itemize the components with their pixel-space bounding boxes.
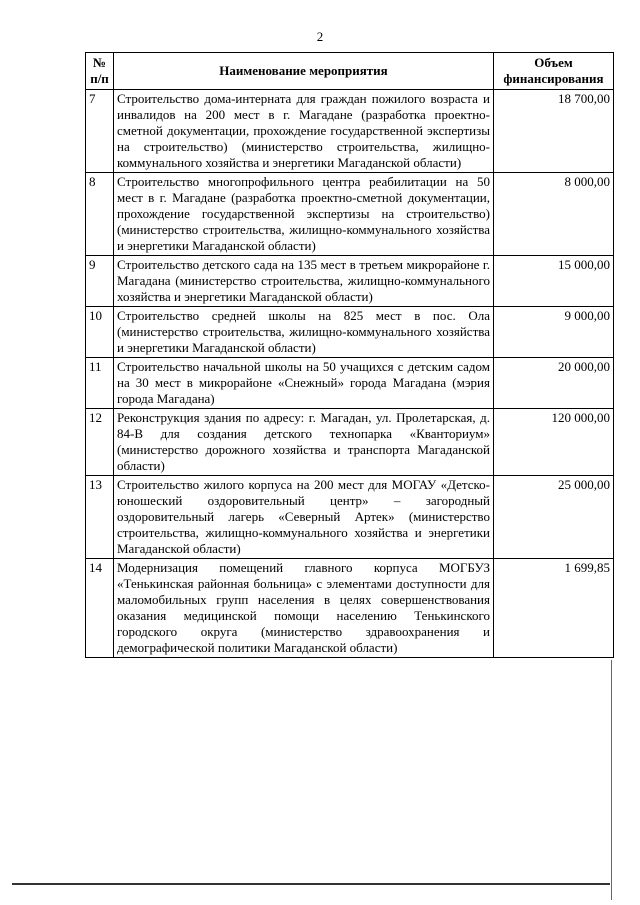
header-number-line-1: № <box>92 55 107 70</box>
table-header-row <box>86 53 614 90</box>
row-number: 12 <box>86 409 114 476</box>
scan-margin-line <box>611 660 612 900</box>
row-funding: 25 000,00 <box>494 476 614 559</box>
table-row <box>86 307 614 358</box>
row-name: Строительство средней школы на 825 мест в пос. Ола (министерство строительства, жилищно-коммунального хозяйства и энергетики Магаданской области) <box>114 307 494 358</box>
table-row <box>86 409 614 476</box>
funding-table <box>85 52 614 658</box>
footer-divider <box>12 883 610 885</box>
table-row <box>86 173 614 256</box>
row-number: 9 <box>86 256 114 307</box>
row-number: 11 <box>86 358 114 409</box>
row-number: 7 <box>86 90 114 173</box>
row-funding: 1 699,85 <box>494 559 614 658</box>
row-funding: 8 000,00 <box>494 173 614 256</box>
header-number-line-2: п/п <box>90 71 109 86</box>
row-name: Строительство многопрофильного центра реабилитации на 50 мест в г. Магадане (разработка проектно-сметной документации, прохождение государственной экспертизы на строительство) (министерство строительства, жилищно-коммунального хозяйства и энергетики Магаданской области) <box>114 173 494 256</box>
row-name: Строительство жилого корпуса на 200 мест для МОГАУ «Детско-юношеский оздоровительный центр» – загородный оздоровительный лагерь «Северный Артек» (министерство строительства, жилищно-коммунального хозяйства и энергетики Магаданской области) <box>114 476 494 559</box>
header-funding-line-2: финансирования <box>503 71 604 86</box>
table-row <box>86 358 614 409</box>
row-funding: 18 700,00 <box>494 90 614 173</box>
header-name: Наименование мероприятия <box>114 53 494 90</box>
row-number: 13 <box>86 476 114 559</box>
table-row <box>86 256 614 307</box>
header-funding-line-1: Объем <box>534 55 573 70</box>
row-name: Строительство начальной школы на 50 учащихся с детским садом на 30 мест в микрорайоне «Снежный» города Магадана (мэрия города Магадана) <box>114 358 494 409</box>
row-number: 8 <box>86 173 114 256</box>
row-funding: 20 000,00 <box>494 358 614 409</box>
row-funding: 120 000,00 <box>494 409 614 476</box>
table-row <box>86 90 614 173</box>
row-funding: 9 000,00 <box>494 307 614 358</box>
header-number <box>86 53 114 90</box>
row-name: Реконструкция здания по адресу: г. Магадан, ул. Пролетарская, д. 84-В для создания детского технопарка «Кванториум» (министерство дорожного хозяйства и транспорта Магаданской области) <box>114 409 494 476</box>
row-name: Модернизация помещений главного корпуса МОГБУЗ «Тенькинская районная больница» с элементами доступности для маломобильных групп населения в целях совершенствования оказания медицинской помощи населению Тенькинского городского округа (министерство здравоохранения и демографической политики Магаданской области) <box>114 559 494 658</box>
row-number: 10 <box>86 307 114 358</box>
row-name: Строительство детского сада на 135 мест в третьем микрорайоне г. Магадана (министерство строительства, жилищно-коммунального хозяйства и энергетики Магаданской области) <box>114 256 494 307</box>
table-row <box>86 559 614 658</box>
row-name: Строительство дома-интерната для граждан пожилого возраста и инвалидов на 200 мест в г. Магадане (разработка проектно-сметной документации, прохождение государственной экспертизы на строительство) (министерство строительства, жилищно-коммунального хозяйства и энергетики Магаданской области) <box>114 90 494 173</box>
page-number: 2 <box>316 29 324 44</box>
header-funding <box>494 53 614 90</box>
table-row <box>86 476 614 559</box>
row-number: 14 <box>86 559 114 658</box>
row-funding: 15 000,00 <box>494 256 614 307</box>
